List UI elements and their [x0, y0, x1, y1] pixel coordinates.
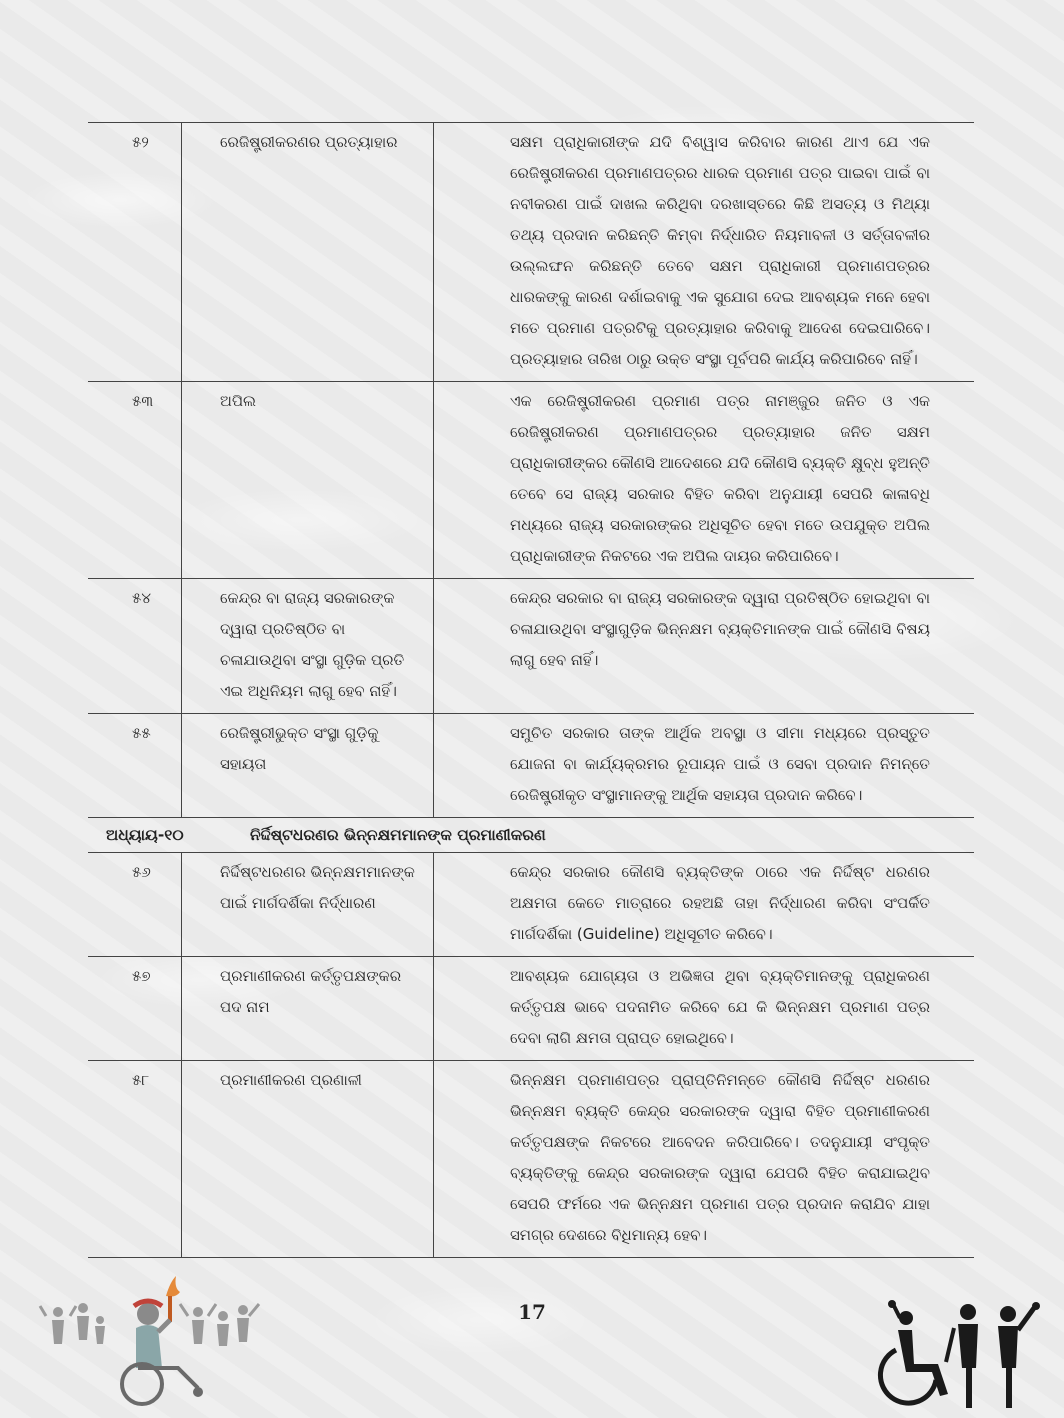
table-row	[88, 852, 974, 956]
section-title: ଅପିଲ	[182, 382, 434, 578]
table-row	[88, 956, 974, 1060]
page-number: 17	[518, 1300, 546, 1324]
section-number: ୫୨	[88, 123, 182, 381]
section-text: କେନ୍ଦ୍ର ସରକାର ବା ରାଜ୍ୟ ସରକାରଙ୍କ ଦ୍ୱାରା ପ୍ରତିଷ୍ଠିତ ହୋଇଥିବା ବା ଚଳାଯାଉଥିବା ସଂସ୍ଥାଗୁଡ଼ିକ ଭିନ୍ନକ୍ଷମ ବ୍ୟକ୍ତିମାନଙ୍କ ପାଇଁ କୌଣସି ବିଷୟ ଲାଗୁ ହେବ ନାହିଁ।	[510, 589, 930, 669]
section-title: ପ୍ରମାଣୀକରଣ ପ୍ରଣାଳୀ	[182, 1061, 434, 1257]
section-title: ପ୍ରମାଣୀକରଣ କର୍ତ୍ତୃପକ୍ଷଙ୍କର ପଦ ନାମ	[182, 957, 434, 1060]
section-text: ଭିନ୍ନକ୍ଷମ ପ୍ରମାଣପତ୍ର ପ୍ରାପ୍ତିନିମନ୍ତେ କୌଣସି ନିର୍ଦ୍ଦିଷ୍ଟ ଧରଣର ଭିନ୍ନକ୍ଷମ ବ୍ୟକ୍ତି କେନ୍ଦ୍ର ସରକାରଙ୍କ ଦ୍ୱାରା ବିହିତ ପ୍ରମାଣୀକରଣ କର୍ତ୍ତୃପକ୍ଷଙ୍କ ନିକଟରେ ଆବେଦନ କରିପାରିବେ। ତଦନୁଯାୟୀ ସଂପୃକ୍ତ ବ୍ୟକ୍ତିଙ୍କୁ କେନ୍ଦ୍ର ସରକାରଙ୍କ ଦ୍ୱାରା ଯେପରି ବିହିତ କରାଯାଇଥିବ ସେପରି ଫର୍ମରେ ଏକ ଭିନ୍ନକ୍ଷମ ପ୍ରମାଣ ପତ୍ର ପ୍ରଦାନ କରାଯିବ ଯାହା ସମଗ୍ର ଦେଶରେ ବିଧିମାନ୍ୟ ହେବ।	[510, 1071, 930, 1244]
provisions-table	[88, 122, 974, 1258]
section-text: କେନ୍ଦ୍ର ସରକାର କୌଣସି ବ୍ୟକ୍ତିଙ୍କ ଠାରେ ଏକ ନିର୍ଦ୍ଦିଷ୍ଟ ଧରଣର ଅକ୍ଷମତା କେତେ ମାତ୍ରାରେ ରହଅଛି ତାହା ନିର୍ଦ୍ଧାରଣ କରିବା ସଂପର୍କିତ ମାର୍ଗଦର୍ଶିକା (Guideline) ଅଧିସୂଚୀତ କରିବେ।	[510, 863, 930, 943]
section-title: ନିର୍ଦ୍ଦିଷ୍ଟଧରଣର ଭିନ୍ନକ୍ଷମମାନଙ୍କ ପାଇଁ ମାର୍ଗଦର୍ଶିକା ନିର୍ଦ୍ଧାରଣ	[182, 853, 434, 956]
section-text: ସକ୍ଷମ ପ୍ରାଧିକାରୀଙ୍କ ଯଦି ବିଶ୍ୱାସ କରିବାର କାରଣ ଥାଏ ଯେ ଏକ ରେଜିଷ୍ଟ୍ରୀକରଣ ପ୍ରମାଣପତ୍ରର ଧାରକ ପ୍ରମାଣ ପତ୍ର ପାଇବା ପାଇଁ ବା ନବୀକରଣ ପାଇଁ ଦାଖଲ କରିଥିବା ଦରଖାସ୍ତରେ କିଛି ଅସତ୍ୟ ଓ ମିଥ୍ୟା ତଥ୍ୟ ପ୍ରଦାନ କରିଛନ୍ତି କିମ୍ବା ନିର୍ଦ୍ଧାରିତ ନିୟମାବଳୀ ଓ ସର୍ତ୍ତାବଳୀର ଉଲ୍ଲଙ୍ଘନ କରିଛନ୍ତି ତେବେ ସକ୍ଷମ ପ୍ରାଧିକାରୀ ପ୍ରମାଣପତ୍ରର ଧାରକଙ୍କୁ କାରଣ ଦର୍ଶାଇବାକୁ ଏକ ସୁଯୋଗ ଦେଇ ଆବଶ୍ୟକ ମନେ ହେବା ମତେ ପ୍ରମାଣ ପତ୍ରଟିକୁ ପ୍ରତ୍ୟାହାର କରିବାକୁ ଆଦେଶ ଦେଇପାରିବେ। ପ୍ରତ୍ୟାହାର ତାରିଖ ଠାରୁ ଉକ୍ତ ସଂସ୍ଥା ପୂର୍ବପରି କାର୍ଯ୍ୟ କରିପାରିବେ ନାହିଁ।	[510, 133, 930, 368]
section-number: ୫୭	[88, 957, 182, 1060]
section-number: ୫୬	[88, 853, 182, 956]
table-row	[88, 713, 974, 817]
wheelchair-torch-crowd-icon	[38, 1272, 278, 1408]
disability-figures-icon	[876, 1300, 1046, 1412]
chapter-heading	[88, 817, 974, 852]
section-title: ରେଜିଷ୍ଟ୍ରୀକରଣର ପ୍ରତ୍ୟାହାର	[182, 123, 434, 381]
section-text: ସମୁଚିତ ସରକାର ତାଙ୍କ ଆର୍ଥିକ ଅବସ୍ଥା ଓ ସୀମା ମଧ୍ୟରେ ପ୍ରସ୍ତୁତ ଯୋଜନା ବା କାର୍ଯ୍ୟକ୍ରମର ରୂପାୟନ ପାଇଁ ଓ ସେବା ପ୍ରଦାନ ନିମନ୍ତେ ରେଜିଷ୍ଟ୍ରୀକୃତ ସଂସ୍ଥାମାନଙ୍କୁ ଆର୍ଥିକ ସହାୟତା ପ୍ରଦାନ କରିବେ।	[510, 724, 930, 804]
section-title: ରେଜିଷ୍ଟ୍ରୀଭୁକ୍ତ ସଂସ୍ଥା ଗୁଡ଼ିକୁ ସହାୟତା	[182, 714, 434, 817]
chapter-title: ନିର୍ଦ୍ଦିଷ୍ଟଧରଣର ଭିନ୍ନକ୍ଷମମାନଙ୍କ ପ୍ରମାଣୀକରଣ	[250, 826, 546, 844]
table-row	[88, 578, 974, 713]
section-number: ୫୪	[88, 579, 182, 713]
table-row	[88, 1060, 974, 1258]
section-number: ୫୫	[88, 714, 182, 817]
table-row	[88, 381, 974, 578]
section-text: ଆବଶ୍ୟକ ଯୋଗ୍ୟତା ଓ ଅଭିଜ୍ଞତା ଥିବା ବ୍ୟକ୍ତିମାନଙ୍କୁ ପ୍ରାଧିକରଣ କର୍ତ୍ତୃପକ୍ଷ ଭାବେ ପଦନାମିତ କରିବେ ଯେ କି ଭିନ୍ନକ୍ଷମ ପ୍ରମାଣ ପତ୍ର ଦେବା ଲାଗି କ୍ଷମତା ପ୍ରାପ୍ତ ହୋଇଥିବେ।	[510, 967, 930, 1047]
section-number: ୫୮	[88, 1061, 182, 1257]
section-number: ୫୩	[88, 382, 182, 578]
section-title: କେନ୍ଦ୍ର ବା ରାଜ୍ୟ ସରକାରଙ୍କ ଦ୍ୱାରା ପ୍ରତିଷ୍ଠିତ ବା ଚଳାଯାଉଥିବା ସଂସ୍ଥା ଗୁଡ଼ିକ ପ୍ରତି ଏଇ ଅଧିନିୟମ ଲାଗୁ ହେବ ନାହିଁ।	[182, 579, 434, 713]
chapter-number: ଅଧ୍ୟାୟ-୧୦	[106, 826, 184, 844]
table-row	[88, 122, 974, 381]
section-text: ଏକ ରେଜିଷ୍ଟ୍ରୀକରଣ ପ୍ରମାଣ ପତ୍ର ନାମଞ୍ଜୁର ଜନିତ ଓ ଏକ ରେଜିଷ୍ଟ୍ରୀକରଣ ପ୍ରମାଣପତ୍ରର ପ୍ରତ୍ୟାହାର ଜନିତ ସକ୍ଷମ ପ୍ରାଧିକାରୀଙ୍କର କୌଣସି ଆଦେଶରେ ଯଦି କୌଣସି ବ୍ୟକ୍ତି କ୍ଷୁବ୍ଧ ହୁଅନ୍ତି ତେବେ ସେ ରାଜ୍ୟ ସରକାର ବିହିତ କରିବା ଅନୁଯାୟୀ ସେପରି କାଳାବଧି ମଧ୍ୟରେ ରାଜ୍ୟ ସରକାରଙ୍କର ଅଧିସୂଚିତ ହେବା ମତେ ଉପଯୁକ୍ତ ଅପିଲ ପ୍ରାଧିକାରୀଙ୍କ ନିକଟରେ ଏକ ଅପିଲ ଦାୟର କରିପାରିବେ।	[510, 392, 930, 565]
